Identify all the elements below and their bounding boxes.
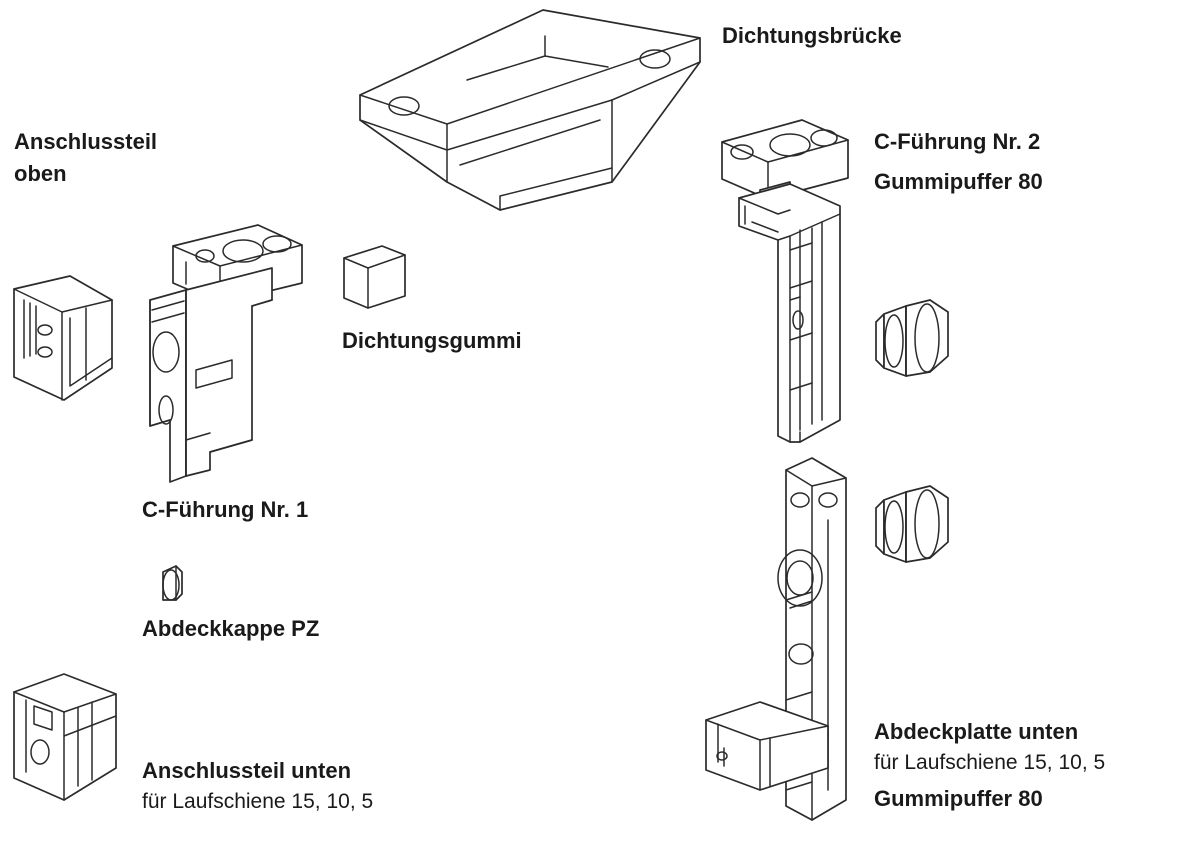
label-c-fuehrung-nr-2: C-Führung Nr. 2 — [874, 129, 1041, 154]
part-c-fuehrung-1-graphic — [150, 225, 302, 482]
label-anschlussteil-unten: Anschlussteil unten — [142, 758, 352, 783]
part-abdeckplatte-unten-graphic — [706, 458, 846, 820]
label-abdeckplatte-unten-sub: für Laufschiene 15, 10, 5 — [874, 751, 1106, 774]
label-dichtungsgummi: Dichtungsgummi — [342, 328, 522, 353]
part-abdeckkappe-pz-graphic — [163, 566, 182, 600]
part-anschlussteil-oben-graphic — [14, 276, 112, 400]
label-abdeckkappe-pz: Abdeckkappe PZ — [142, 616, 320, 641]
part-gummipuffer-80-unten-graphic — [876, 486, 948, 562]
part-dichtungsgummi-graphic — [344, 246, 405, 308]
label-gummipuffer-80-oben: Gummipuffer 80 — [874, 169, 1043, 194]
part-anschlussteil-unten-graphic — [14, 674, 116, 800]
label-anschlussteil-oben-line2: oben — [14, 161, 67, 186]
label-abdeckplatte-unten: Abdeckplatte unten — [874, 719, 1079, 744]
label-gummipuffer-80-unten: Gummipuffer 80 — [874, 786, 1043, 811]
part-gummipuffer-80-oben-graphic — [876, 300, 948, 376]
part-c-fuehrung-2-graphic — [722, 120, 848, 442]
label-anschlussteil-unten-sub: für Laufschiene 15, 10, 5 — [142, 790, 374, 813]
part-dichtungsbruecke-graphic — [360, 10, 700, 210]
label-c-fuehrung-nr-1: C-Führung Nr. 1 — [142, 497, 309, 522]
label-dichtungsbruecke: Dichtungsbrücke — [722, 23, 902, 48]
label-anschlussteil-oben-line1: Anschlussteil — [14, 129, 158, 154]
